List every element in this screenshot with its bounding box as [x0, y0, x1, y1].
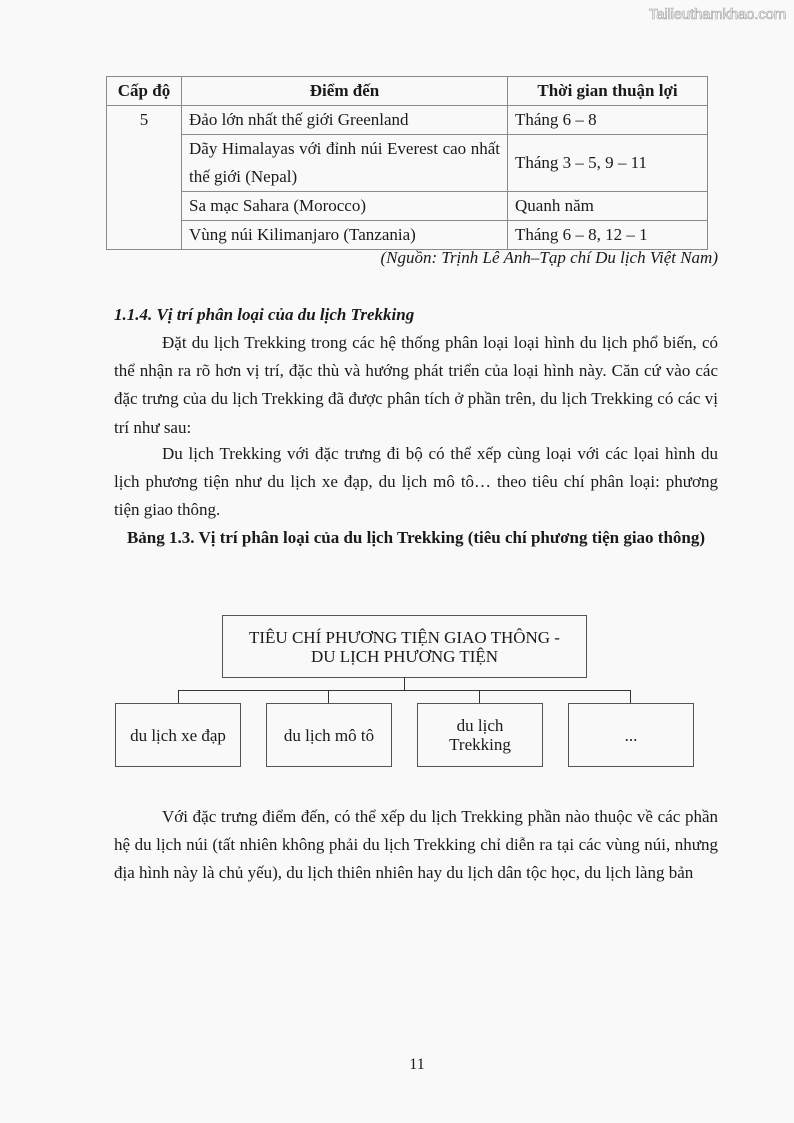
time-cell: Tháng 6 – 8, 12 – 1 — [508, 221, 708, 250]
connector-horizontal — [178, 690, 631, 691]
destination-cell: Đảo lớn nhất thế giới Greenland — [182, 106, 508, 135]
child-label: du lịch xe đạp — [130, 725, 226, 745]
diagram-child-ellipsis — [568, 703, 694, 767]
level-cell: 5 — [107, 106, 182, 250]
paragraph-3: Với đặc trưng điểm đến, có thể xếp du lịch Trekking phần nào thuộc về các phần hệ du lịch núi (tất nhiên không phải du lịch Trekking chỉ diễn ra tại các vùng núi, nhưng địa hình này là chủ yếu), du lịch thiên nhiên hay du lịch dân tộc học, du lịch làng bản — [114, 807, 718, 883]
paragraph-1: Đặt du lịch Trekking trong các hệ thống phân loại loại hình du lịch phổ biến, có thể nhận ra rõ hơn vị trí, đặc thù và hướng phát triển của loại hình này. Căn cứ vào các đặc trưng của du lịch Trekking đã được phân tích ở phần trên, du lịch Trekking có các vị trí như sau: — [114, 333, 718, 437]
page-number: 11 — [409, 1056, 425, 1073]
section-heading: 1.1.4. Vị trí phân loại của du lịch Trekking — [114, 305, 415, 324]
connector-child-4 — [630, 690, 631, 703]
child-label: du lịch — [456, 716, 504, 735]
diagram-root-box — [222, 615, 587, 678]
child-label: du lịch mô tô — [283, 725, 375, 745]
diagram-child-bicycle — [115, 703, 241, 767]
root-label-line1: TIÊU CHÍ PHƯƠNG TIỆN GIAO THÔNG - — [249, 627, 560, 647]
destination-cell: Vùng núi Kilimanjaro (Tanzania) — [182, 221, 508, 250]
table-row — [107, 221, 708, 250]
diagram-child-trekking — [417, 703, 543, 767]
watermark: Tailieuthamkhao.com — [648, 6, 786, 23]
child-label: Trekking — [449, 735, 511, 754]
destinations-table — [106, 76, 708, 250]
child-label: ... — [624, 725, 638, 745]
header-time: Thời gian thuận lợi — [508, 77, 708, 106]
connector-root — [404, 677, 405, 690]
figure-caption: Bảng 1.3. Vị trí phân loại của du lịch Trekking (tiêu chí phương tiện giao thông) — [126, 528, 706, 547]
connector-child-3 — [479, 690, 480, 703]
time-cell: Quanh năm — [508, 192, 708, 221]
destination-cell: Dãy Himalayas với đỉnh núi Everest cao nhất thế giới (Nepal) — [182, 135, 508, 192]
table-row — [107, 135, 708, 192]
destination-cell: Sa mạc Sahara (Morocco) — [182, 192, 508, 221]
table-row — [107, 106, 708, 135]
paragraph-2: Du lịch Trekking với đặc trưng đi bộ có thể xếp cùng loại với các lọai hình du lịch phương tiện như du lịch xe đạp, du lịch mô tô… theo tiêu chí phân loại: phương tiện giao thông. — [114, 444, 718, 520]
time-cell: Tháng 6 – 8 — [508, 106, 708, 135]
connector-child-2 — [328, 690, 329, 703]
table-row — [107, 192, 708, 221]
header-level: Cấp độ — [107, 77, 182, 106]
table-header-row — [107, 77, 708, 106]
connector-child-1 — [178, 690, 179, 703]
table-source: (Nguồn: Trịnh Lê Anh–Tạp chí Du lịch Việt Nam) — [380, 248, 718, 267]
root-label-line2: DU LỊCH PHƯƠNG TIỆN — [310, 646, 499, 666]
time-cell: Tháng 3 – 5, 9 – 11 — [508, 135, 708, 192]
header-destination: Điểm đến — [182, 77, 508, 106]
diagram-child-motorbike — [266, 703, 392, 767]
